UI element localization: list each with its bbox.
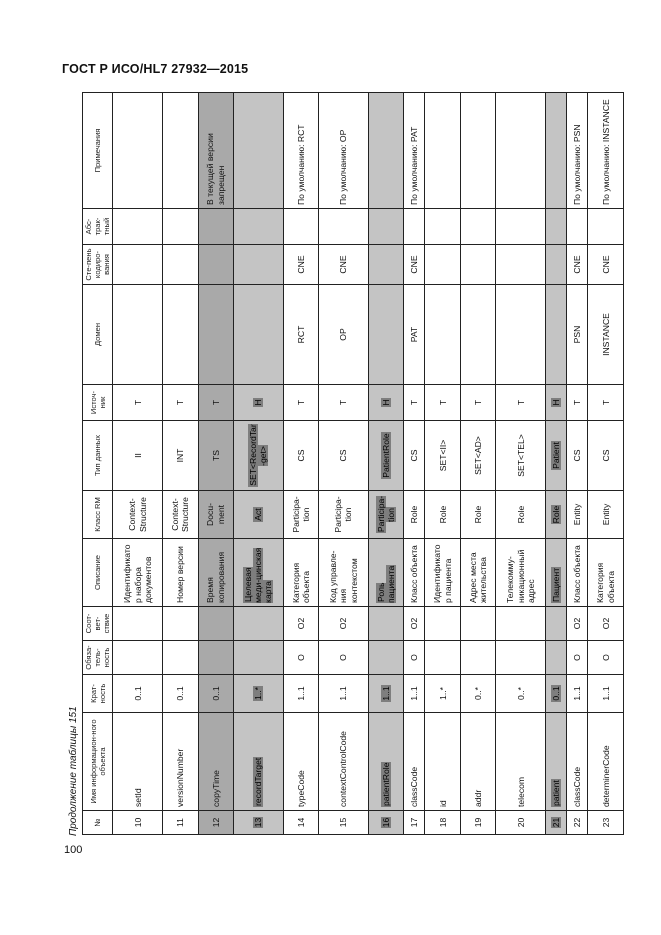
cell-abs <box>588 209 624 245</box>
cell-notes: По умолчанию: INSTANCE <box>588 93 624 209</box>
cell-card: 0..* <box>496 675 546 713</box>
cell-rm: Context-Structure <box>163 491 198 539</box>
cell-src: T <box>198 385 233 421</box>
cell-desc <box>368 539 403 607</box>
table-row <box>496 93 546 835</box>
cell-type: CS <box>319 421 369 491</box>
cell-cs: CNE <box>567 245 588 285</box>
cell-domain <box>425 285 460 385</box>
table-row <box>460 93 495 835</box>
table-row <box>163 93 198 835</box>
cell-name: setId <box>113 713 163 811</box>
table-row <box>368 93 403 835</box>
cell-num <box>233 811 283 835</box>
cell-num: 14 <box>283 811 318 835</box>
cell-type: II <box>113 421 163 491</box>
cell-card: 1..* <box>425 675 460 713</box>
highlighted-text: Participa-tion <box>375 495 397 533</box>
cell-cs <box>163 245 198 285</box>
cell-notes <box>368 93 403 209</box>
cell-rm: Role <box>496 491 546 539</box>
cell-num: 17 <box>404 811 425 835</box>
cell-abs <box>404 209 425 245</box>
cell-type <box>546 421 567 491</box>
cell-notes <box>546 93 567 209</box>
cell-name: classCode <box>404 713 425 811</box>
cell-desc <box>546 539 567 607</box>
column-header: Тип данных <box>83 421 113 491</box>
cell-req: O <box>404 641 425 675</box>
cell-conf <box>113 607 163 641</box>
cell-card: 0..1 <box>163 675 198 713</box>
highlighted-text: Patient <box>551 442 562 469</box>
cell-conf <box>460 607 495 641</box>
cell-req: O <box>567 641 588 675</box>
column-header: № <box>83 811 113 835</box>
cell-type <box>368 421 403 491</box>
highlighted-text: 13 <box>253 817 264 828</box>
table-caption: Продолжение таблицы 151 <box>68 706 79 836</box>
cell-card: 1..1 <box>319 675 369 713</box>
cell-desc: Время копирования <box>198 539 233 607</box>
highlighted-text: Role <box>551 505 562 524</box>
cell-desc <box>233 539 283 607</box>
cell-type: SET<TEL> <box>496 421 546 491</box>
cell-desc: Телекомму-никационный адрес <box>496 539 546 607</box>
cell-type <box>233 421 283 491</box>
cell-src <box>368 385 403 421</box>
cell-rm: Entity <box>588 491 624 539</box>
cell-notes: По умолчанию: PAT <box>404 93 425 209</box>
cell-name <box>233 713 283 811</box>
cell-abs <box>496 209 546 245</box>
cell-abs <box>233 209 283 245</box>
cell-rm: Entity <box>567 491 588 539</box>
cell-card: 1..1 <box>567 675 588 713</box>
cell-src <box>546 385 567 421</box>
highlighted-text: Целевая меди-цинская карта <box>242 547 274 603</box>
column-header: Класс RM <box>83 491 113 539</box>
cell-card <box>546 675 567 713</box>
cell-conf: O2 <box>319 607 369 641</box>
cell-card: 0..1 <box>113 675 163 713</box>
cell-desc: Идентификатор набора документов <box>113 539 163 607</box>
cell-abs <box>198 209 233 245</box>
cell-req: O <box>588 641 624 675</box>
table-row <box>113 93 163 835</box>
cell-abs <box>460 209 495 245</box>
cell-cs <box>425 245 460 285</box>
cell-name <box>368 713 403 811</box>
cell-domain <box>368 285 403 385</box>
cell-rm: Participa-tion <box>283 491 318 539</box>
cell-notes <box>113 93 163 209</box>
cell-desc: Идентификатор пациента <box>425 539 460 607</box>
cell-notes <box>460 93 495 209</box>
cell-rm: Participa-tion <box>319 491 369 539</box>
cell-conf <box>496 607 546 641</box>
cell-notes: В текущей версии запрещен <box>198 93 233 209</box>
column-header: Домен <box>83 285 113 385</box>
cell-abs <box>546 209 567 245</box>
cell-rm: Context-Structure <box>113 491 163 539</box>
attributes-table <box>82 92 624 835</box>
cell-type: CS <box>567 421 588 491</box>
cell-name: id <box>425 713 460 811</box>
highlighted-text: patient <box>551 780 562 806</box>
table-row <box>319 93 369 835</box>
table-row <box>546 93 567 835</box>
highlighted-text: 0..1 <box>551 686 562 701</box>
cell-card: 0..* <box>460 675 495 713</box>
cell-card: 1..1 <box>404 675 425 713</box>
cell-rm: Role <box>460 491 495 539</box>
cell-cs: CNE <box>588 245 624 285</box>
highlighted-text: 21 <box>551 817 562 828</box>
column-header: Соот-вет-ствие <box>83 607 113 641</box>
cell-src: T <box>283 385 318 421</box>
column-header: Обяза-тель-ность <box>83 641 113 675</box>
highlighted-text: PatientRole <box>380 433 391 478</box>
cell-type: TS <box>198 421 233 491</box>
cell-type: SET<II> <box>425 421 460 491</box>
cell-src: T <box>425 385 460 421</box>
cell-src: T <box>163 385 198 421</box>
table-row <box>425 93 460 835</box>
cell-req <box>233 641 283 675</box>
cell-abs <box>163 209 198 245</box>
table-row <box>233 93 283 835</box>
cell-conf: O2 <box>567 607 588 641</box>
cell-desc: Адрес места жительства <box>460 539 495 607</box>
cell-abs <box>113 209 163 245</box>
cell-cs <box>233 245 283 285</box>
cell-desc: Номер версии <box>163 539 198 607</box>
cell-conf: O2 <box>283 607 318 641</box>
column-header: Сте-пень кодиро-вания <box>83 245 113 285</box>
table-row <box>283 93 318 835</box>
cell-abs <box>368 209 403 245</box>
table-row <box>588 93 624 835</box>
cell-abs <box>319 209 369 245</box>
highlighted-text: H <box>380 399 391 406</box>
cell-domain: OP <box>319 285 369 385</box>
cell-type: INT <box>163 421 198 491</box>
cell-desc: Класс объекта <box>404 539 425 607</box>
highlighted-text: recordTarget <box>253 757 264 806</box>
table-body <box>113 93 624 835</box>
highlighted-text: 1..* <box>253 687 264 700</box>
cell-conf: O2 <box>588 607 624 641</box>
cell-name: contextControlCode <box>319 713 369 811</box>
cell-src: T <box>588 385 624 421</box>
cell-card: 1..1 <box>588 675 624 713</box>
cell-num: 22 <box>567 811 588 835</box>
cell-type: SET<AD> <box>460 421 495 491</box>
cell-cs <box>496 245 546 285</box>
cell-notes: По умолчанию: RCT <box>283 93 318 209</box>
cell-conf <box>198 607 233 641</box>
cell-notes: По умолчанию: OP <box>319 93 369 209</box>
cell-num: 20 <box>496 811 546 835</box>
cell-domain <box>113 285 163 385</box>
cell-name: typeCode <box>283 713 318 811</box>
highlighted-text: 16 <box>380 817 391 828</box>
cell-num: 18 <box>425 811 460 835</box>
cell-notes: По умолчанию: PSN <box>567 93 588 209</box>
cell-notes <box>233 93 283 209</box>
cell-domain <box>546 285 567 385</box>
cell-cs: CNE <box>283 245 318 285</box>
cell-req <box>546 641 567 675</box>
cell-num: 19 <box>460 811 495 835</box>
cell-conf: O2 <box>404 607 425 641</box>
cell-req <box>113 641 163 675</box>
cell-num: 23 <box>588 811 624 835</box>
cell-desc: Категория объекта <box>283 539 318 607</box>
cell-num <box>368 811 403 835</box>
table-header-row <box>83 93 113 835</box>
column-header: Примечания <box>83 93 113 209</box>
cell-desc: Код управле-ния контекстом <box>319 539 369 607</box>
cell-cs <box>198 245 233 285</box>
highlighted-text: 1..1 <box>380 686 391 701</box>
cell-conf <box>368 607 403 641</box>
column-header: Крат-ность <box>83 675 113 713</box>
cell-src: T <box>567 385 588 421</box>
cell-req <box>163 641 198 675</box>
cell-domain: PAT <box>404 285 425 385</box>
highlighted-text: Роль пациента <box>375 565 397 603</box>
cell-notes <box>163 93 198 209</box>
cell-req <box>368 641 403 675</box>
cell-domain <box>496 285 546 385</box>
cell-src: T <box>113 385 163 421</box>
cell-cs <box>113 245 163 285</box>
document-header: ГОСТ Р ИСО/HL7 27932—2015 <box>62 62 249 76</box>
highlighted-text: patientRole <box>380 762 391 806</box>
cell-type: CS <box>283 421 318 491</box>
cell-src: T <box>460 385 495 421</box>
cell-cs: CNE <box>404 245 425 285</box>
cell-cs <box>460 245 495 285</box>
cell-src <box>233 385 283 421</box>
highlighted-text: Act <box>253 508 264 521</box>
column-header: Абс-трак-тный <box>83 209 113 245</box>
cell-num: 12 <box>198 811 233 835</box>
cell-rm: Role <box>404 491 425 539</box>
cell-name <box>546 713 567 811</box>
cell-rm: Docu-ment <box>198 491 233 539</box>
rotated-table-container <box>82 93 624 835</box>
cell-abs <box>425 209 460 245</box>
cell-src: T <box>319 385 369 421</box>
cell-rm <box>368 491 403 539</box>
cell-req <box>198 641 233 675</box>
cell-req: O <box>283 641 318 675</box>
cell-type: CS <box>588 421 624 491</box>
cell-src: T <box>496 385 546 421</box>
highlighted-text: SET<RecordTar-get> <box>248 424 269 486</box>
column-header: Источ-ник <box>83 385 113 421</box>
cell-conf <box>546 607 567 641</box>
cell-domain <box>198 285 233 385</box>
highlighted-text: H <box>253 399 264 406</box>
cell-desc: Класс объекта <box>567 539 588 607</box>
cell-name: copyTime <box>198 713 233 811</box>
table-row <box>198 93 233 835</box>
cell-name: addr <box>460 713 495 811</box>
cell-card: 1..1 <box>283 675 318 713</box>
column-header: Имя информацион-ного объекта <box>83 713 113 811</box>
cell-domain: INSTANCE <box>588 285 624 385</box>
cell-num: 11 <box>163 811 198 835</box>
cell-domain <box>460 285 495 385</box>
cell-card: 0..1 <box>198 675 233 713</box>
cell-type: CS <box>404 421 425 491</box>
cell-rm <box>233 491 283 539</box>
cell-domain: PSN <box>567 285 588 385</box>
highlighted-text: Пациент <box>551 567 562 602</box>
cell-req: O <box>319 641 369 675</box>
cell-abs <box>283 209 318 245</box>
cell-abs <box>567 209 588 245</box>
cell-name: classCode <box>567 713 588 811</box>
cell-desc: Категория объекта <box>588 539 624 607</box>
cell-req <box>496 641 546 675</box>
page-number: 100 <box>64 844 83 856</box>
highlighted-text: H <box>551 399 562 406</box>
column-header: Описание <box>83 539 113 607</box>
cell-num <box>546 811 567 835</box>
table-row <box>404 93 425 835</box>
cell-notes <box>496 93 546 209</box>
cell-notes <box>425 93 460 209</box>
cell-conf <box>425 607 460 641</box>
cell-num: 10 <box>113 811 163 835</box>
cell-src: T <box>404 385 425 421</box>
cell-name: telecom <box>496 713 546 811</box>
cell-conf <box>233 607 283 641</box>
cell-card <box>368 675 403 713</box>
cell-num: 15 <box>319 811 369 835</box>
cell-name: versionNumber <box>163 713 198 811</box>
cell-req <box>425 641 460 675</box>
cell-domain <box>163 285 198 385</box>
cell-cs: CNE <box>319 245 369 285</box>
cell-req <box>460 641 495 675</box>
cell-cs <box>546 245 567 285</box>
cell-rm <box>546 491 567 539</box>
cell-rm: Role <box>425 491 460 539</box>
cell-cs <box>368 245 403 285</box>
cell-domain <box>233 285 283 385</box>
cell-card <box>233 675 283 713</box>
table-row <box>567 93 588 835</box>
cell-conf <box>163 607 198 641</box>
cell-name: determinerCode <box>588 713 624 811</box>
cell-domain: RCT <box>283 285 318 385</box>
